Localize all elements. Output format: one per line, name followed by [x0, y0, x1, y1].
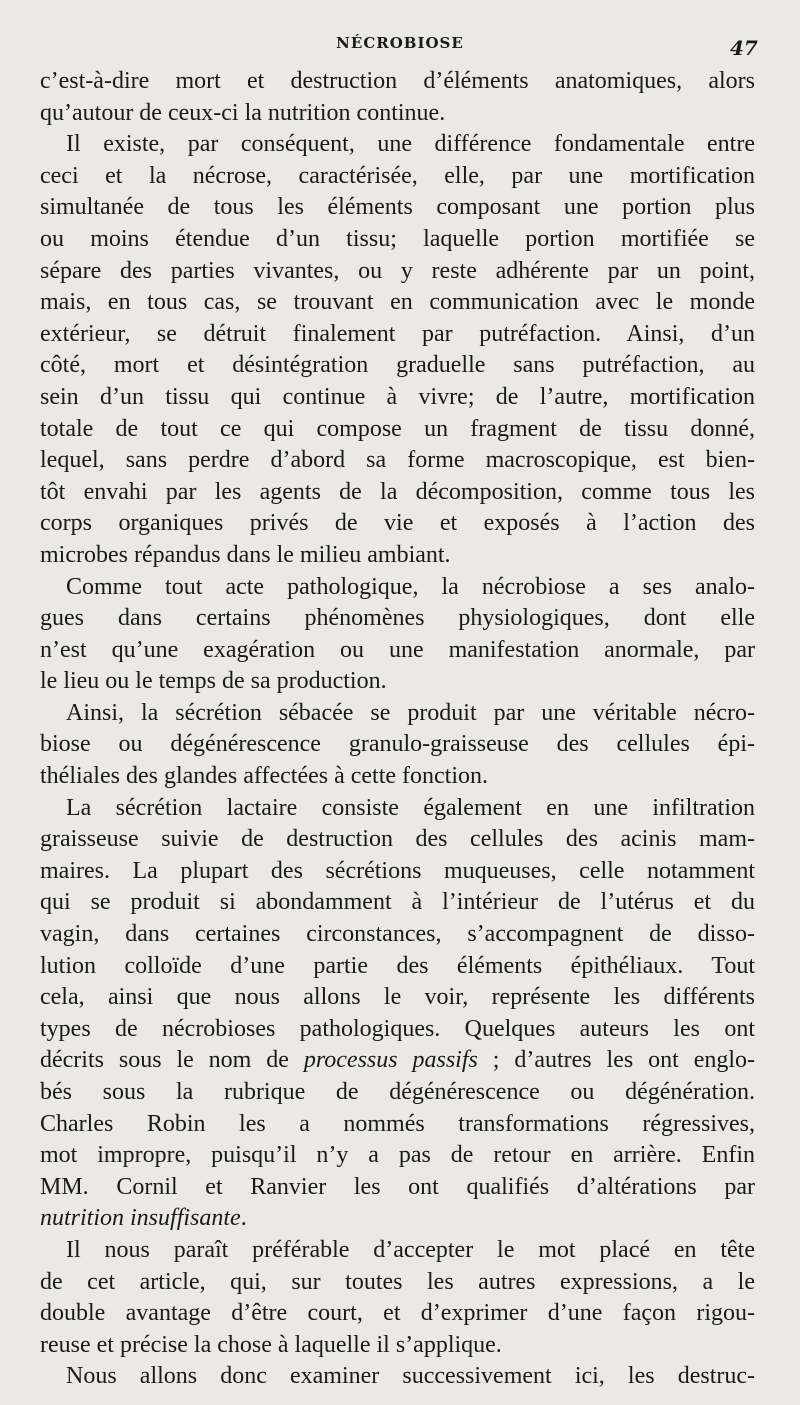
- text-line: ceci et la nécrose, caractérisée, elle, par une mortification: [40, 162, 755, 189]
- text-line: reuse et précise la chose à laquelle il s’applique.: [40, 1331, 502, 1358]
- text-line: lequel, sans perdre d’abord sa forme macroscopique, est bien-: [40, 447, 755, 474]
- text-line: ou moins étendue d’un tissu; laquelle portion mortifiée se: [40, 225, 755, 252]
- text-line: sépare des parties vivantes, ou y reste adhérente par un point,: [40, 257, 755, 284]
- text-line: cela, ainsi que nous allons le voir, représente les différents: [40, 984, 755, 1011]
- text-segment: .: [240, 1205, 247, 1232]
- text-line: Il nous paraît préférable d’accepter le mot placé en tête: [66, 1236, 755, 1263]
- text-line: Nous allons donc examiner successivement ici, les destruc-: [66, 1363, 755, 1390]
- text-line: Charles Robin les a nommés transformations régressives,: [40, 1110, 755, 1137]
- text-line: lution colloïde d’une partie des éléments épithéliaux. Tout: [40, 952, 755, 979]
- running-head: NÉCROBIOSE: [336, 34, 464, 52]
- text-line: bés sous la rubrique de dégénérescence ou dégénération.: [40, 1079, 755, 1105]
- italic-term: processus passifs: [303, 1047, 478, 1074]
- text-line: gues dans certains phénomènes physiologiques, dont elle: [40, 605, 755, 632]
- text-line: vagin, dans certaines circonstances, s’accompagnent de disso-: [40, 921, 755, 948]
- text-line: maires. La plupart des sécrétions muqueuses, celle notamment: [40, 857, 755, 884]
- text-line: microbes répandus dans le milieu ambiant.: [40, 541, 451, 568]
- text-line: tôt envahi par les agents de la décomposition, comme tous les: [40, 478, 755, 505]
- text-segment: décrits sous le nom de: [40, 1047, 304, 1074]
- text-line: types de nécrobioses pathologiques. Quelques auteurs les ont: [40, 1015, 755, 1042]
- text-line: le lieu ou le temps de sa production.: [40, 668, 387, 695]
- text-line: double avantage d’être court, et d’exprimer d’une façon rigou-: [40, 1300, 755, 1327]
- text-line: mot impropre, puisqu’il n’y a pas de retour en arrière. Enfin: [40, 1142, 755, 1169]
- text-line: Comme tout acte pathologique, la nécrobiose a ses analo-: [66, 573, 755, 600]
- text-line: qui se produit si abondamment à l’intérieur de l’utérus et du: [40, 889, 755, 916]
- text-line: simultanée de tous les éléments composant une portion plus: [40, 194, 755, 221]
- text-line: corps organiques privés de vie et exposés à l’action des: [40, 510, 755, 537]
- text-line: [40, 1203, 755, 1235]
- text-line: graisseuse suivie de destruction des cellules des acinis mam-: [40, 826, 755, 853]
- text-line: extérieur, se détruit finalement par putréfaction. Ainsi, d’un: [40, 320, 755, 347]
- text-line: de cet article, qui, sur toutes les autres expressions, a le: [40, 1268, 755, 1295]
- text-line: Ainsi, la sécrétion sébacée se produit par une véritable nécro-: [66, 699, 755, 726]
- page-number: 47: [730, 36, 758, 60]
- text-line: côté, mort et désintégration graduelle sans putréfaction, au: [40, 352, 755, 379]
- text-line: théliales des glandes affectées à cette fonction.: [40, 763, 489, 790]
- text-line: sein d’un tissu qui continue à vivre; de l’autre, mortification: [40, 383, 755, 410]
- text-line: biose ou dégénérescence granulo-graisseuse des cellules épi-: [40, 731, 755, 758]
- text-line: mais, en tous cas, se trouvant en communication avec le monde: [40, 289, 755, 316]
- italic-term: nutrition insuffisante: [40, 1205, 241, 1232]
- text-line: [40, 1045, 755, 1077]
- text-line: La sécrétion lactaire consiste également en une infiltration: [66, 794, 755, 821]
- text-line: qu’autour de ceux-ci la nutrition continue.: [40, 99, 446, 126]
- text-segment: ; d’autres les ont englo-: [477, 1047, 756, 1074]
- body-text: [40, 66, 755, 1393]
- text-line: MM. Cornil et Ranvier les ont qualifiés d’altérations par: [40, 1173, 755, 1200]
- text-line: Il existe, par conséquent, une différence fondamentale entre: [66, 131, 755, 158]
- text-line: totale de tout ce qui compose un fragment de tissu donné,: [40, 415, 755, 442]
- text-line: n’est qu’une exagération ou une manifestation anormale, par: [40, 636, 755, 663]
- text-line: c’est-à-dire mort et destruction d’éléments anatomiques, alors: [40, 68, 755, 94]
